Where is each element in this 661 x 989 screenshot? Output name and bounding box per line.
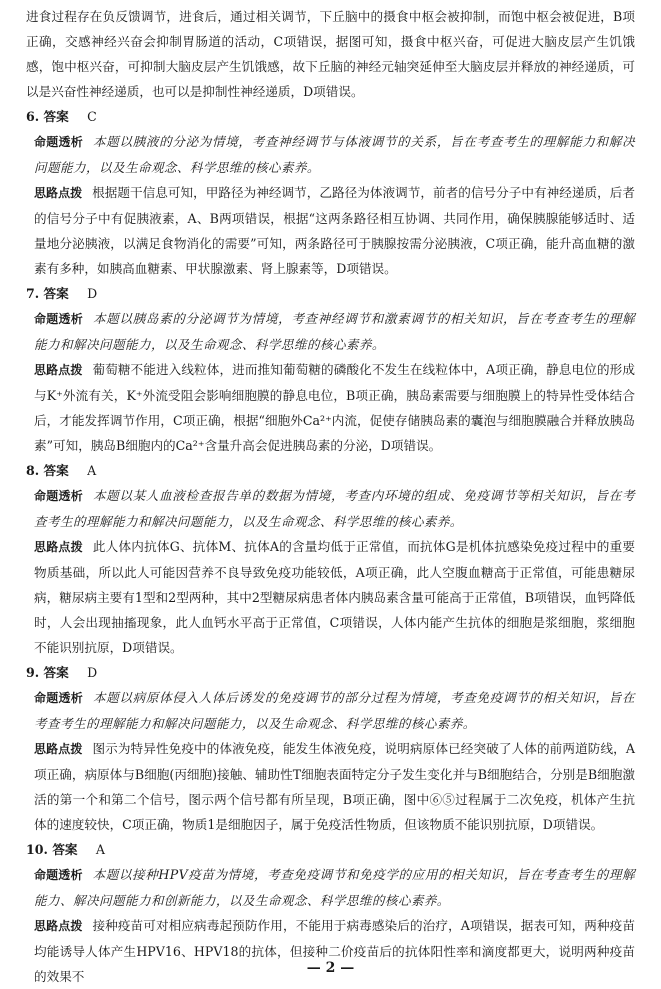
hint-label: 思路点拨: [34, 363, 83, 377]
analysis-label: 命题透析: [34, 135, 83, 149]
answer-letter: D: [87, 286, 98, 301]
analysis-text: 本题以胰液的分泌为情境，考查神经调节与体液调节的关系，旨在考查考生的理解能力和解决问题能力，以及生命观念、科学思维的核心素养。: [34, 134, 635, 175]
question-6-header: [26, 104, 635, 129]
hint-text: 葡萄糖不能进入线粒体，进而推知葡萄糖的磷酸化不发生在线粒体中，A项正确，静息电位的形成与K⁺外流有关，K⁺外流受阻会影响细胞膜的静息电位，B项正确，胰岛素需要与细胞膜上的特异性受体结合后，才能发挥调节作用，C项正确，根据“细胞外Ca²⁺内流，促使存储胰岛素的囊泡与细胞膜融合并释放胰岛素”可知，胰岛B细胞内的Ca²⁺含量升高会促进胰岛素的分泌，D项错误。: [34, 362, 635, 453]
question-number: 7.: [26, 286, 40, 301]
question-9-hint: [26, 736, 635, 837]
question-8-analysis: [26, 483, 635, 534]
question-9-header: [26, 660, 635, 685]
hint-text: 根据题干信息可知，甲路径为神经调节，乙路径为体液调节，前者的信号分子中有神经递质，后者的信号分子中有促胰液素，A、B两项错误，根据“这两条路径相互协调、共同作用，确保胰腺能够适时、适量地分泌胰液，以满足食物消化的需要”可知，两条路径可于胰腺按需分泌胰液，C项正确，能升高血糖的激素有多种，如胰高血糖素、甲状腺激素、肾上腺素等，D项错误。: [34, 185, 635, 276]
answer-letter: C: [87, 109, 97, 124]
question-6-hint: [26, 180, 635, 281]
question-7-header: [26, 281, 635, 306]
answer-letter: A: [95, 842, 105, 857]
analysis-label: 命题透析: [34, 312, 83, 326]
question-7-hint: [26, 357, 635, 458]
question-10-analysis: [26, 862, 635, 913]
answer-label: 答案: [43, 109, 69, 124]
answer-label: 答案: [43, 463, 69, 478]
analysis-label: 命题透析: [34, 868, 83, 882]
question-10-header: [26, 837, 635, 862]
answer-label: 答案: [52, 842, 78, 857]
question-number: 9.: [26, 665, 40, 680]
question-9-analysis: [26, 685, 635, 736]
answer-letter: D: [87, 665, 98, 680]
hint-label: 思路点拨: [34, 186, 83, 200]
question-7-analysis: [26, 306, 635, 357]
analysis-text: 本题以接种HPV疫苗为情境，考查免疫调节和免疫学的应用的相关知识，旨在考查考生的理解能力、解决问题能力和创新能力，以及生命观念、科学思维的核心素养。: [34, 867, 635, 908]
analysis-text: 本题以病原体侵入人体后诱发的免疫调节的部分过程为情境，考查免疫调节的相关知识，旨在考查考生的理解能力和解决问题能力，以及生命观念、科学思维的核心素养。: [34, 690, 635, 731]
hint-text: 接种疫苗可对相应病毒起预防作用，不能用于病毒感染后的治疗，A项错误，据表可知，两种疫苗均能诱导人体产生HPV16、HPV18的抗体，但接种二价疫苗后的抗体阳性率和滴度都更大，说明两种疫苗的效果不: [34, 918, 635, 984]
question-8-header: [26, 458, 635, 483]
question-8-hint: [26, 534, 635, 660]
analysis-text: 本题以胰岛素的分泌调节为情境，考查神经调节和激素调节的相关知识，旨在考查考生的理解能力和解决问题能力，以及生命观念、科学思维的核心素养。: [34, 311, 635, 352]
question-number: 8.: [26, 463, 40, 478]
page-number: — 2 —: [306, 960, 355, 976]
analysis-label: 命题透析: [34, 489, 83, 503]
analysis-text: 本题以某人血液检查报告单的数据为情境，考查内环境的组成、免疫调节等相关知识，旨在考查考生的理解能力和解决问题能力，以及生命观念、科学思维的核心素养。: [34, 488, 635, 529]
answer-label: 答案: [43, 286, 69, 301]
hint-text: 图示为特异性免疫中的体液免疫，能发生体液免疫，说明病原体已经突破了人体的前两道防线，A项正确，病原体与B细胞(丙细胞)接触、辅助性T细胞表面特定分子发生变化并与B细胞结合，分别是B细胞激活的第一个和第二个信号，图示两个信号都有所呈现，B项正确，图中⑥⑤过程属于二次免疫，机体产生抗体的速度较快，C项正确，物质1是细胞因子，属于免疫活性物质，但该物质不能识别抗原，D项错误。: [34, 741, 635, 832]
question-6-analysis: [26, 129, 635, 180]
analysis-label: 命题透析: [34, 691, 83, 705]
question-number: 6.: [26, 109, 40, 124]
hint-label: 思路点拨: [34, 742, 83, 756]
hint-label: 思路点拨: [34, 919, 83, 933]
question-number: 10.: [26, 842, 48, 857]
hint-label: 思路点拨: [34, 540, 83, 554]
hint-text: 此人体内抗体G、抗体M、抗体A的含量均低于正常值，而抗体G是机体抗感染免疫过程中的重要物质基础，所以此人可能因营养不良导致免疫功能较低，A项正确，此人空腹血糖高于正常值，可能患糖尿病，糖尿病主要有1型和2型两种，其中2型糖尿病患者体内胰岛素含量可能高于正常值，B项错误，血钙降低时，人会出现抽搐现象，此人血钙水平高于正常值，C项错误，人体内能产生抗体的细胞是浆细胞，浆细胞不能识别抗原，D项错误。: [34, 539, 635, 655]
intro-paragraph: 进食过程存在负反馈调节，进食后，通过相关调节，下丘脑中的摄食中枢会被抑制，而饱中枢会被促进，B项正确，交感神经兴奋会抑制胃肠道的活动，C项错误，据图可知，摄食中枢兴奋，可促进大脑皮层产生饥饿感，饱中枢兴奋，可抑制大脑皮层产生饥饿感，故下丘脑的神经元轴突延伸至大脑皮层并释放的神经递质，可以是兴奋性神经递质，也可以是抑制性神经递质，D项错误。: [26, 9, 635, 99]
answer-letter: A: [87, 463, 97, 478]
answer-label: 答案: [43, 665, 69, 680]
